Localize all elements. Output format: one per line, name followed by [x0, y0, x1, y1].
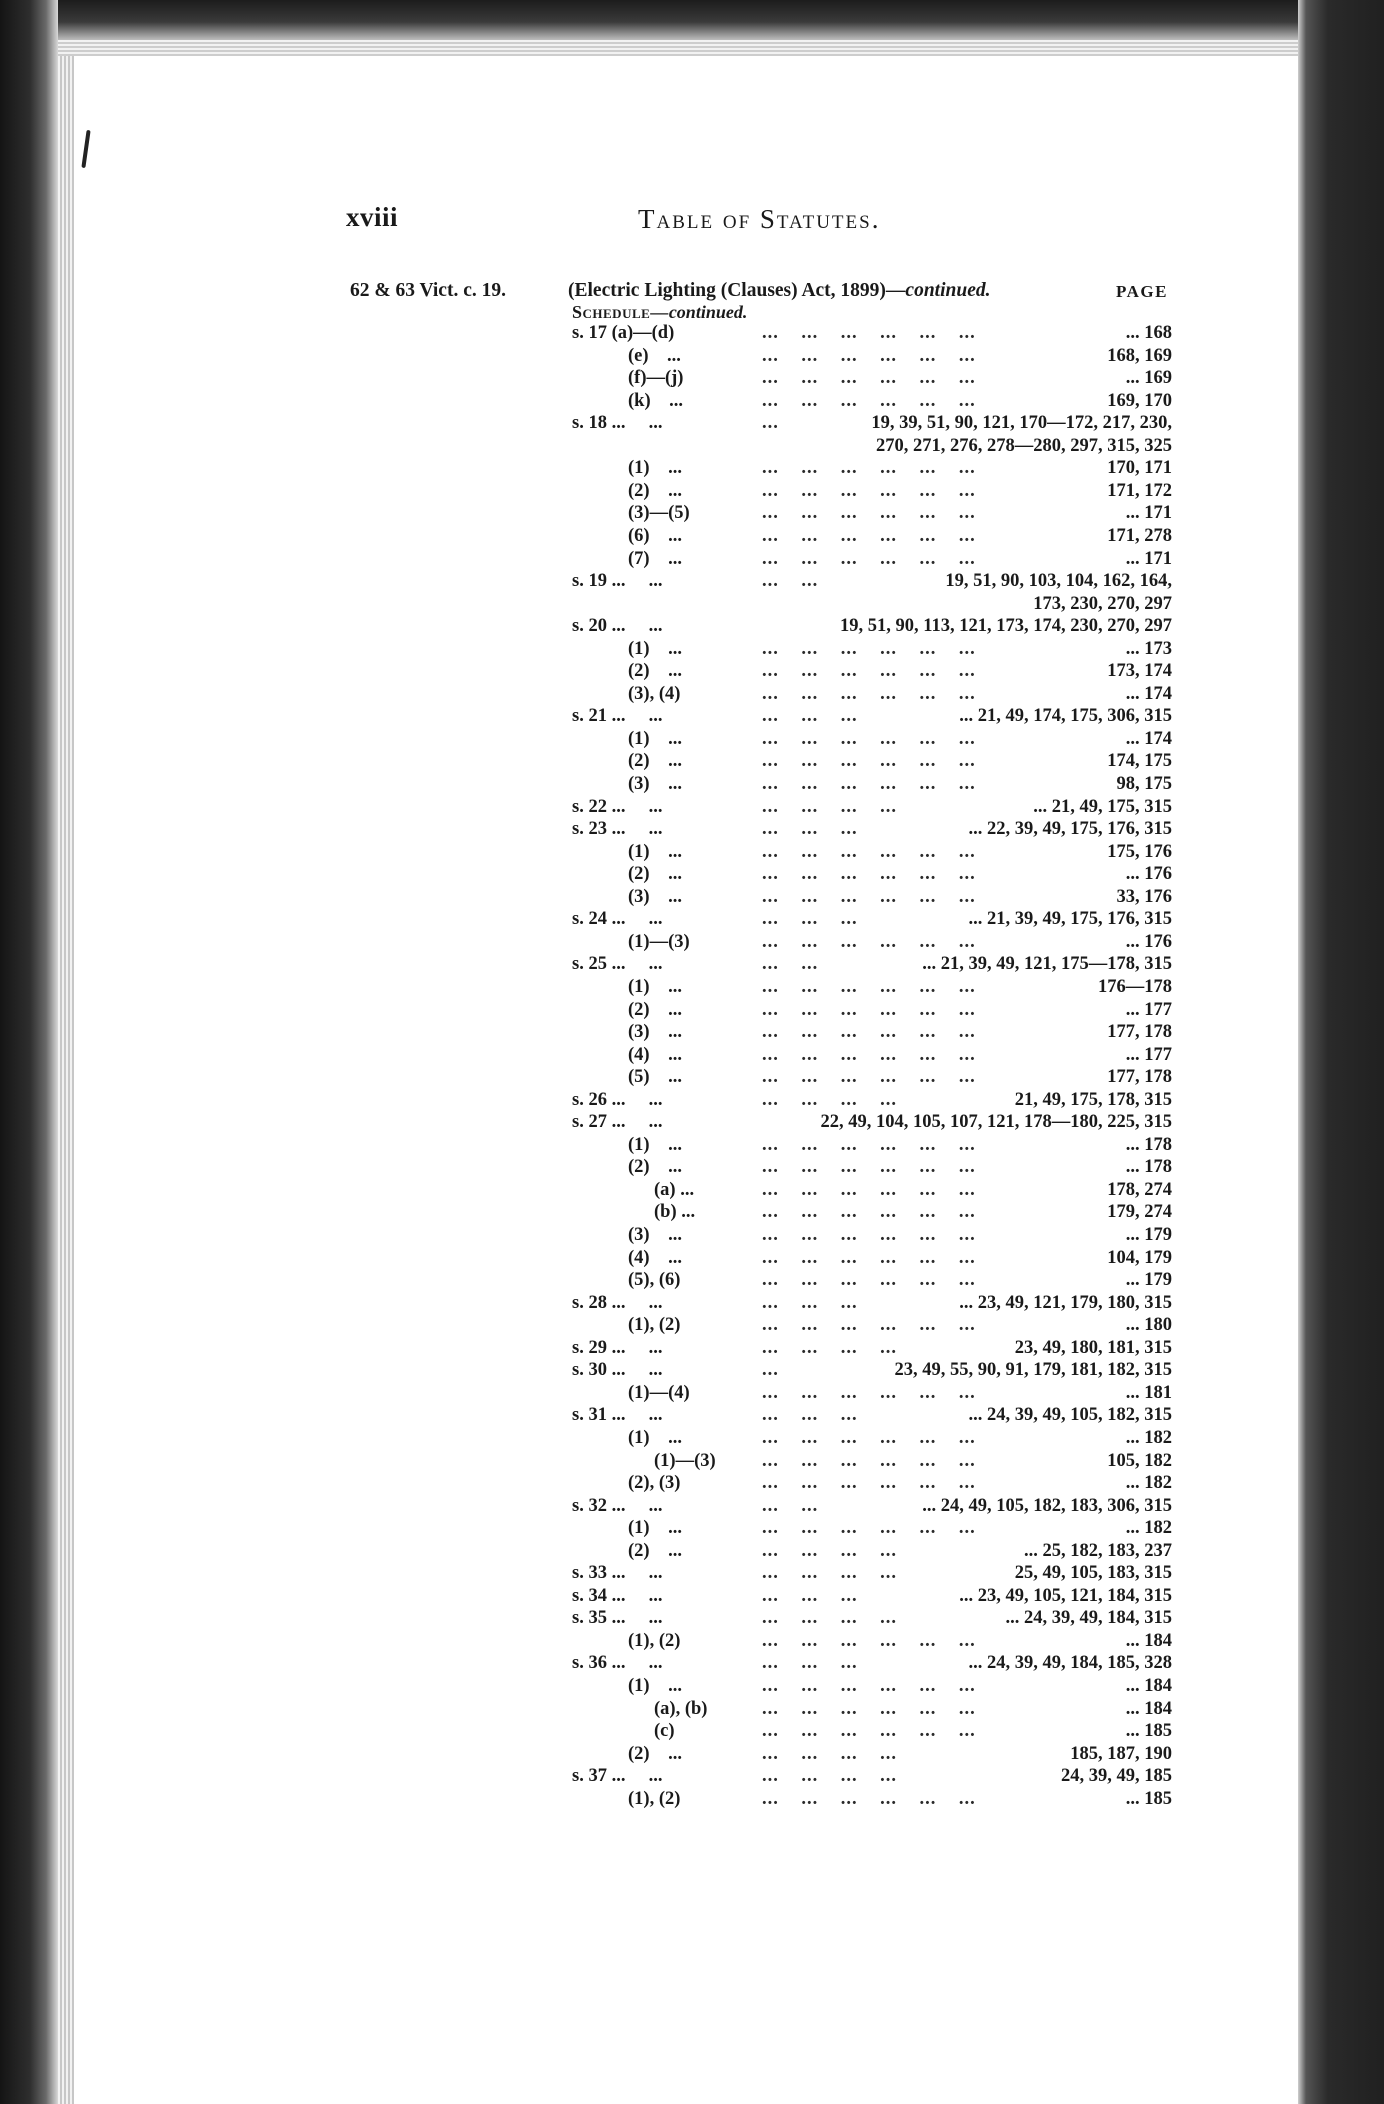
entry-label: s. 22 ... ...	[572, 796, 663, 817]
entry-label: (7) ...	[628, 548, 682, 569]
table-row	[0, 773, 1384, 795]
entry-label: s. 35 ... ...	[572, 1608, 663, 1629]
entry-label: (3), (4)	[628, 683, 681, 704]
leader-dots: ... ... ... ... ... ...	[762, 1202, 976, 1223]
leader-dots: ...	[762, 413, 779, 434]
table-row	[0, 1201, 1384, 1223]
entry-label: (2) ...	[628, 1157, 682, 1178]
table-row	[0, 1720, 1384, 1742]
page-references: 22, 49, 104, 105, 107, 121, 178—180, 225, 315	[820, 1112, 1172, 1133]
entry-label: (1) ...	[628, 1676, 682, 1696]
entry-label: s. 23 ... ...	[572, 819, 663, 840]
leader-dots: ... ... ... ... ... ...	[762, 1788, 976, 1809]
page-references: ... 173	[1125, 638, 1172, 659]
leader-dots: ... ... ... ... ... ...	[762, 458, 976, 479]
entry-label: (5) ...	[628, 1067, 682, 1088]
table-row	[0, 1314, 1384, 1336]
page-references: 25, 49, 105, 183, 315	[1014, 1563, 1172, 1584]
table-row	[0, 1743, 1384, 1765]
table-row	[0, 908, 1384, 930]
leader-dots: ... ... ... ... ... ...	[762, 1698, 976, 1719]
leader-dots: ... ... ... ... ... ...	[762, 1315, 976, 1336]
schedule-label: Schedule—	[572, 302, 669, 322]
table-row	[0, 886, 1384, 908]
table-row	[0, 1156, 1384, 1178]
table-row	[0, 1269, 1384, 1291]
leader-dots: ... ... ... ...	[762, 1337, 897, 1358]
leader-dots: ... ... ... ... ... ...	[762, 1427, 976, 1448]
entry-label: (1) ...	[628, 1427, 682, 1448]
page-references: ... 182	[1125, 1473, 1172, 1494]
leader-dots: ... ... ...	[762, 706, 858, 727]
page-references: 105, 182	[1107, 1450, 1172, 1471]
page-references: ... 174	[1125, 728, 1172, 749]
leader-dots: ... ... ... ... ... ...	[762, 1044, 976, 1065]
table-row	[0, 1540, 1384, 1562]
table-row	[0, 1495, 1384, 1517]
leader-dots: ... ... ... ... ... ...	[762, 1157, 976, 1178]
entry-label: (5), (6)	[628, 1270, 681, 1291]
table-row	[0, 480, 1384, 502]
entry-label: (3) ...	[628, 1022, 682, 1043]
table-row	[0, 570, 1384, 592]
table-row	[0, 1134, 1384, 1156]
page-references: ... 179	[1125, 1225, 1172, 1245]
page-references: 179, 274	[1107, 1202, 1172, 1223]
table-row	[0, 1652, 1384, 1674]
table-row	[0, 1111, 1384, 1133]
page-references: ... 185	[1125, 1721, 1172, 1742]
entry-label: (b) ...	[654, 1202, 696, 1223]
leader-dots: ... ... ... ... ... ...	[762, 1067, 976, 1088]
page-references: ... 184	[1125, 1698, 1172, 1719]
table-row	[0, 1450, 1384, 1472]
entry-label: s. 24 ... ...	[572, 909, 663, 930]
page-references: ... 176	[1125, 931, 1172, 952]
table-row	[0, 683, 1384, 705]
leader-dots: ... ... ...	[762, 909, 858, 930]
entry-label: s. 18 ... ...	[572, 413, 663, 434]
table-row	[0, 345, 1384, 367]
page-references: 168, 169	[1107, 345, 1172, 366]
entry-label: s. 20 ... ...	[572, 616, 663, 637]
page-references: 177, 178	[1107, 1022, 1172, 1043]
table-row	[0, 1427, 1384, 1449]
entry-label: s. 29 ... ...	[572, 1337, 663, 1358]
page-references: 24, 39, 49, 185	[1061, 1766, 1172, 1787]
leader-dots: ... ... ... ... ... ...	[762, 1518, 976, 1539]
leader-dots: ... ... ... ... ... ...	[762, 1630, 976, 1651]
entry-label: (4) ...	[628, 1044, 682, 1065]
page-references: ... 184	[1125, 1630, 1172, 1651]
entry-label: (3) ...	[628, 886, 682, 907]
entry-label: s. 34 ... ...	[572, 1585, 663, 1606]
leader-dots: ... ...	[762, 571, 819, 592]
page-references: ... 22, 39, 49, 175, 176, 315	[968, 819, 1172, 840]
table-row	[0, 1607, 1384, 1629]
page-references: ... 21, 39, 49, 175, 176, 315	[968, 909, 1172, 930]
page-references: ... 23, 49, 121, 179, 180, 315	[959, 1292, 1172, 1313]
leader-dots: ... ...	[762, 954, 819, 975]
table-row	[0, 1337, 1384, 1359]
page-references: ... 21, 39, 49, 121, 175—178, 315	[922, 954, 1172, 975]
leader-dots: ... ... ... ... ... ...	[762, 345, 976, 366]
page-references: 19, 39, 51, 90, 121, 170—172, 217, 230,	[871, 413, 1172, 434]
page-references: ... 182	[1125, 1518, 1172, 1539]
table-row	[0, 593, 1384, 615]
entry-label: s. 33 ... ...	[572, 1563, 663, 1584]
table-row	[0, 660, 1384, 682]
page-references: ... 178	[1125, 1157, 1172, 1178]
entry-label: (2) ...	[628, 480, 682, 501]
entry-label: (1), (2)	[628, 1630, 681, 1651]
entry-label: s. 26 ... ...	[572, 1089, 663, 1110]
table-row	[0, 615, 1384, 637]
table-row	[0, 953, 1384, 975]
entry-label: s. 30 ... ...	[572, 1360, 663, 1381]
entry-label: (f)—(j)	[628, 368, 684, 389]
table-row	[0, 1247, 1384, 1269]
leader-dots: ... ... ...	[762, 1653, 858, 1674]
entry-label: (1) ...	[628, 976, 682, 997]
table-row	[0, 705, 1384, 727]
leader-dots: ... ... ... ... ... ...	[762, 976, 976, 997]
page-references: ... 24, 39, 49, 184, 315	[1005, 1608, 1172, 1629]
entry-label: (4) ...	[628, 1247, 682, 1268]
entry-label: s. 37 ... ...	[572, 1766, 663, 1787]
page-references: ... 179	[1125, 1270, 1172, 1291]
running-title: Table of Statutes.	[638, 204, 881, 234]
page-references: 23, 49, 180, 181, 315	[1014, 1337, 1172, 1358]
leader-dots: ... ... ... ... ... ...	[762, 886, 976, 907]
entry-label: s. 25 ... ...	[572, 954, 663, 975]
page-references: ... 24, 39, 49, 105, 182, 315	[968, 1405, 1172, 1426]
leader-dots: ... ... ... ... ... ...	[762, 841, 976, 862]
table-row	[0, 638, 1384, 660]
page-references: 104, 179	[1107, 1247, 1172, 1268]
table-row	[0, 796, 1384, 818]
page-references: 174, 175	[1107, 751, 1172, 772]
entry-label: (2) ...	[628, 999, 682, 1020]
leader-dots: ... ... ...	[762, 1405, 858, 1426]
leader-dots: ... ... ... ... ... ...	[762, 1179, 976, 1200]
leader-dots: ... ... ... ... ... ...	[762, 728, 976, 749]
leader-dots: ... ... ... ... ... ...	[762, 999, 976, 1020]
table-row	[0, 1359, 1384, 1381]
table-row	[0, 931, 1384, 953]
leader-dots: ... ... ... ... ... ...	[762, 1382, 976, 1403]
leader-dots: ... ... ... ... ... ...	[762, 1270, 976, 1291]
leader-dots: ... ... ... ... ... ...	[762, 1022, 976, 1043]
page-references: ... 23, 49, 105, 121, 184, 315	[959, 1585, 1172, 1606]
entry-label: s. 32 ... ...	[572, 1495, 663, 1516]
entry-label: s. 31 ... ...	[572, 1405, 663, 1426]
entry-label: (1)—(3)	[654, 1450, 716, 1471]
leader-dots: ... ... ... ... ... ...	[762, 661, 976, 682]
table-row	[0, 412, 1384, 434]
act-title-main: (Electric Lighting (Clauses) Act, 1899)—	[568, 280, 906, 301]
schedule-continued: continued.	[668, 302, 748, 322]
entry-label: (1) ...	[628, 1518, 682, 1539]
leader-dots: ... ... ... ... ... ...	[762, 368, 976, 389]
page-references: 19, 51, 90, 113, 121, 173, 174, 230, 270, 297	[840, 616, 1172, 637]
entry-label: (3) ...	[628, 1225, 682, 1245]
page-references: 170, 171	[1107, 458, 1172, 479]
page-references: 185, 187, 190	[1070, 1743, 1172, 1764]
entry-label: (3) ...	[628, 774, 682, 794]
table-row	[0, 1224, 1384, 1246]
table-row	[0, 1562, 1384, 1584]
table-row	[0, 548, 1384, 570]
table-row	[0, 1585, 1384, 1607]
entry-label: (6) ...	[628, 525, 682, 546]
table-row	[0, 818, 1384, 840]
entry-label: (1)—(4)	[628, 1382, 690, 1403]
page-references: 178, 274	[1107, 1179, 1172, 1200]
leader-dots: ... ... ... ... ... ...	[762, 683, 976, 704]
leader-dots: ... ... ... ... ... ...	[762, 1134, 976, 1155]
table-row	[0, 1472, 1384, 1494]
leader-dots: ... ... ...	[762, 1585, 858, 1606]
table-row	[0, 1765, 1384, 1787]
entry-label: s. 28 ... ...	[572, 1292, 663, 1313]
table-row	[0, 367, 1384, 389]
page-references: 270, 271, 276, 278—280, 297, 315, 325	[876, 435, 1172, 456]
page-references: 176—178	[1098, 976, 1172, 997]
table-row	[0, 976, 1384, 998]
table-row	[0, 1066, 1384, 1088]
entry-label: (e) ...	[628, 345, 681, 366]
table-row	[0, 1698, 1384, 1720]
entry-label: s. 36 ... ...	[572, 1653, 663, 1674]
page-references: 171, 172	[1107, 480, 1172, 501]
table-row	[0, 1044, 1384, 1066]
leader-dots: ... ... ... ...	[762, 796, 897, 817]
entry-label: (1) ...	[628, 841, 682, 862]
table-row	[0, 1404, 1384, 1426]
leader-dots: ... ... ... ... ... ...	[762, 503, 976, 524]
leader-dots: ... ... ... ... ... ...	[762, 1225, 976, 1245]
leader-dots: ... ... ... ... ... ...	[762, 480, 976, 501]
leader-dots: ...	[762, 1360, 779, 1381]
page-references: ... 21, 49, 174, 175, 306, 315	[959, 706, 1172, 727]
leader-dots: ... ... ... ... ... ...	[762, 1473, 976, 1494]
table-row	[0, 457, 1384, 479]
page-references: 169, 170	[1107, 390, 1172, 411]
page-column-heading: PAGE	[1116, 282, 1168, 301]
page-references: 98, 175	[1116, 774, 1172, 794]
page-references: ... 177	[1125, 1044, 1172, 1065]
leader-dots: ... ... ... ... ... ...	[762, 638, 976, 659]
entry-label: (1) ...	[628, 458, 682, 479]
table-row	[0, 1089, 1384, 1111]
leader-dots: ... ... ...	[762, 819, 858, 840]
leader-dots: ... ... ... ... ... ...	[762, 390, 976, 411]
page-references: ... 182	[1125, 1427, 1172, 1448]
entry-label: (1) ...	[628, 1134, 682, 1155]
leader-dots: ... ...	[762, 1495, 819, 1516]
page-references: ... 176	[1125, 864, 1172, 885]
leader-dots: ... ... ... ... ... ...	[762, 525, 976, 546]
page-references: ... 181	[1125, 1382, 1172, 1403]
entry-label: (3)—(5)	[628, 503, 690, 524]
table-row	[0, 525, 1384, 547]
page-references: ... 185	[1125, 1788, 1172, 1809]
page-references: ... 177	[1125, 999, 1172, 1020]
table-row	[0, 863, 1384, 885]
act-title-continued: continued.	[905, 280, 991, 301]
page-references: 173, 174	[1107, 661, 1172, 682]
page-references: ... 180	[1125, 1315, 1172, 1336]
page-references: 175, 176	[1107, 841, 1172, 862]
table-row	[0, 1517, 1384, 1539]
page-references: ... 169	[1125, 368, 1172, 389]
leader-dots: ... ... ... ... ... ...	[762, 1721, 976, 1742]
table-row	[0, 1675, 1384, 1697]
page-references: 23, 49, 55, 90, 91, 179, 181, 182, 315	[894, 1360, 1172, 1381]
entry-label: (1) ...	[628, 638, 682, 659]
page-references: ... 24, 39, 49, 184, 185, 328	[968, 1653, 1172, 1674]
entry-label: (2) ...	[628, 661, 682, 682]
page-references: ... 171	[1125, 503, 1172, 524]
entry-label: (2) ...	[628, 751, 682, 772]
table-row	[0, 1179, 1384, 1201]
leader-dots: ... ... ... ... ... ...	[762, 548, 976, 569]
statute-citation: 62 & 63 Vict. c. 19.	[350, 280, 506, 301]
leader-dots: ... ... ...	[762, 1292, 858, 1313]
page-references: ... 184	[1125, 1676, 1172, 1696]
page-references: ... 174	[1125, 683, 1172, 704]
entry-label: (a), (b)	[654, 1698, 708, 1719]
leader-dots: ... ... ... ...	[762, 1089, 897, 1110]
entry-label: (c)	[654, 1721, 675, 1742]
page-references: ... 21, 49, 175, 315	[1033, 796, 1172, 817]
page-references: 21, 49, 175, 178, 315	[1014, 1089, 1172, 1110]
leader-dots: ... ... ... ...	[762, 1540, 897, 1561]
table-row	[0, 1021, 1384, 1043]
leader-dots: ... ... ... ... ... ...	[762, 1450, 976, 1471]
leader-dots: ... ... ... ...	[762, 1766, 897, 1787]
leader-dots: ... ... ... ...	[762, 1743, 897, 1764]
entry-label: (k) ...	[628, 390, 683, 411]
leader-dots: ... ... ... ... ... ...	[762, 751, 976, 772]
entry-label: (2) ...	[628, 864, 682, 885]
entry-label: s. 27 ... ...	[572, 1112, 663, 1133]
table-row	[0, 322, 1384, 344]
table-row	[0, 390, 1384, 412]
leader-dots: ... ... ... ... ... ...	[762, 1247, 976, 1268]
entry-label: (1), (2)	[628, 1315, 681, 1336]
page-references: 19, 51, 90, 103, 104, 162, 164,	[945, 571, 1172, 592]
table-row	[0, 999, 1384, 1021]
page-references: ... 24, 49, 105, 182, 183, 306, 315	[922, 1495, 1172, 1516]
page-references: 177, 178	[1107, 1067, 1172, 1088]
table-row	[0, 502, 1384, 524]
page-references: ... 171	[1125, 548, 1172, 569]
page-references: ... 168	[1125, 323, 1172, 343]
leader-dots: ... ... ... ... ... ...	[762, 931, 976, 952]
table-row	[0, 1292, 1384, 1314]
page-references: 171, 278	[1107, 525, 1172, 546]
table-row	[0, 1788, 1384, 1810]
page-references: ... 178	[1125, 1134, 1172, 1155]
entry-label: s. 19 ... ...	[572, 571, 663, 592]
page-number: xviii	[346, 202, 399, 232]
entry-label: (2) ...	[628, 1540, 682, 1561]
page-references: 173, 230, 270, 297	[1033, 593, 1172, 614]
entry-label: (1) ...	[628, 728, 682, 749]
table-row	[0, 1382, 1384, 1404]
table-row	[0, 841, 1384, 863]
entry-label: (a) ...	[654, 1179, 695, 1200]
table-row	[0, 728, 1384, 750]
table-row	[0, 750, 1384, 772]
leader-dots: ... ... ... ... ... ...	[762, 323, 976, 343]
entry-label: s. 17 (a)—(d)	[572, 323, 675, 343]
page-references: 33, 176	[1116, 886, 1172, 907]
leader-dots: ... ... ... ... ... ...	[762, 774, 976, 794]
leader-dots: ... ... ... ... ... ...	[762, 864, 976, 885]
leader-dots: ... ... ... ...	[762, 1563, 897, 1584]
entry-label: (1)—(3)	[628, 931, 690, 952]
page-references: ... 25, 182, 183, 237	[1024, 1540, 1172, 1561]
entry-label: (2) ...	[628, 1743, 682, 1764]
leader-dots: ... ... ... ...	[762, 1608, 897, 1629]
table-row	[0, 1630, 1384, 1652]
leader-dots: ... ... ... ... ... ...	[762, 1676, 976, 1696]
table-row	[0, 435, 1384, 457]
entry-label: s. 21 ... ...	[572, 706, 663, 727]
entry-label: (1), (2)	[628, 1788, 681, 1809]
entry-label: (2), (3)	[628, 1473, 681, 1494]
